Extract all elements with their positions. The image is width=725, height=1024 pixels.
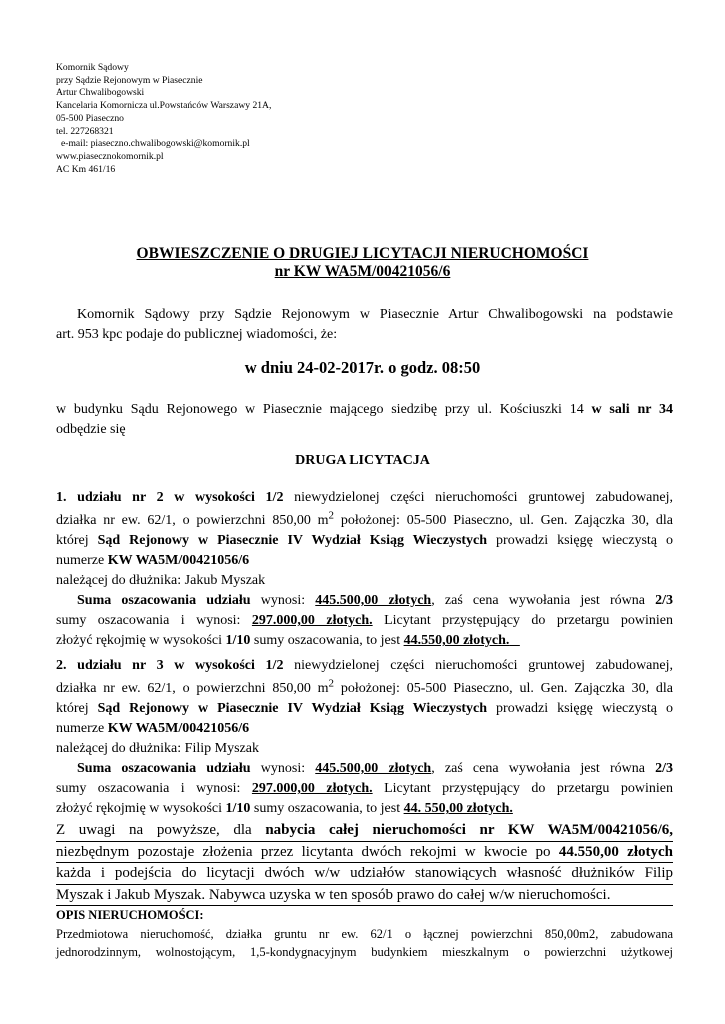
valuation-line: sumy oszacowania i wynosi: 297.000,00 złotych. Licytant przystępujący do przetargu powinien (56, 613, 673, 628)
location-line: w budynku Sądu Rejonowego w Piasecznie mającego siedzibę przy ul. Kościuszki 14 w sali nr 34 (56, 402, 673, 417)
summary-paragraph (56, 820, 673, 906)
item-line: działka nr ew. 62/1, o powierzchni 850,00 $m^2$ położonej: 05-500 Piaseczno, ul. Gen. Zajączka 30, dla (56, 509, 673, 528)
property-description-heading: OPIS NIERUCHOMOŚCI: (56, 908, 204, 922)
summary-line: każda i podejścia do licytacji dwóch w/w udziałów stanowiących własność dłużników Filip (56, 863, 673, 885)
header-line: Komornik Sądowy (56, 62, 129, 73)
description-line: Przedmiotowa nieruchomość, działka gruntu nr ew. 62/1 o łącznej powierzchni 850,00m2, zabudowana (56, 927, 673, 941)
valuation-line: Suma oszacowania udziału wynosi: 445.500,00 złotych, zaś cena wywołania jest równa 2/3 (77, 761, 674, 776)
bailiff-header (56, 62, 376, 176)
item-2 (56, 656, 673, 819)
summary-line: Myszak i Jakub Myszak. Nabywca uzyska w ten sposób prawo do całej w/w nieruchomości. (56, 885, 673, 907)
kw-number: KW WA5M/00421056/6 (107, 721, 250, 736)
valuation-amount: 445.500,00 złotych (315, 593, 432, 608)
header-phone: tel. 227268321 (56, 125, 114, 137)
description-line: jednorodzinnym, wolnostojącym, 1,5-kondygnacyjnym budynkiem mieszkalnym o powierzchni użytkowej (56, 945, 673, 959)
valuation-amount: 445.500,00 złotych (315, 761, 432, 776)
kw-number: KW WA5M/00421056/6 (107, 553, 250, 568)
summary-line: Z uwagi na powyższe, dla nabycia całej nieruchomości nr KW WA5M/00421056/6, (56, 820, 673, 842)
debtor-line: należącej do dłużnika: Filip Myszak (56, 741, 259, 756)
second-auction-heading: DRUGA LICYTACJA (295, 453, 430, 468)
notice-kw-number: nr KW WA5M/00421056/6 (274, 263, 451, 280)
location-line: odbędzie się (56, 422, 126, 437)
starting-price: 297.000,00 złotych. (251, 613, 373, 628)
deposit-line: złożyć rękojmię w wysokości 1/10 sumy oszacowania, to jest 44. 550,00 złotych. (56, 801, 513, 816)
item-line: której Sąd Rejonowy w Piasecznie IV Wydział Ksiąg Wieczystych prowadzi księgę wieczystą o (56, 701, 673, 716)
location-paragraph (56, 400, 673, 440)
property-description (56, 925, 673, 961)
item-line: numerze KW WA5M/00421056/6 (56, 721, 250, 736)
court-name: Sąd Rejonowy w Piasecznie IV Wydział Ksiąg Wieczystych (97, 533, 488, 548)
valuation-line: sumy oszacowania i wynosi: 297.000,00 złotych. Licytant przystępujący do przetargu powinien (56, 781, 673, 796)
debtor-line: należącej do dłużnika: Jakub Myszak (56, 573, 266, 588)
item-line: której Sąd Rejonowy w Piasecznie IV Wydział Ksiąg Wieczystych prowadzi księgę wieczystą o (56, 533, 673, 548)
header-case-number: AC Km 461/16 (56, 163, 116, 175)
item-line: numerze KW WA5M/00421056/6 (56, 553, 250, 568)
header-postal: 05-500 Piaseczno (56, 112, 124, 124)
intro-line: art. 953 kpc podaje do publicznej wiadomości, że: (56, 327, 338, 342)
header-line: Artur Chwalibogowski (56, 87, 145, 99)
room-number: w sali nr 34 (591, 402, 673, 417)
court-name: Sąd Rejonowy w Piasecznie IV Wydział Ksiąg Wieczystych (97, 701, 488, 716)
item-line: 1. udziału nr 2 w wysokości 1/2 niewydzielonej części nieruchomości gruntowej zabudowanej, (56, 490, 674, 505)
deposit-amount: 44.550,00 złotych. (403, 633, 510, 648)
intro-paragraph (56, 305, 673, 345)
header-line: przy Sądzie Rejonowym w Piasecznie (56, 74, 203, 86)
item-line: 2. udziału nr 3 w wysokości 1/2 niewydzielonej części nieruchomości gruntowej zabudowanej, (56, 658, 674, 673)
starting-price: 297.000,00 złotych. (251, 781, 373, 796)
deposit-amount: 44. 550,00 złotych. (403, 801, 513, 816)
header-email: e-mail: piaseczno.chwalibogowski@komornik.pl (61, 138, 250, 150)
intro-line: Komornik Sądowy przy Sądzie Rejonowym w Piasecznie Artur Chwalibogowski na podstawie (77, 307, 673, 322)
item-line: działka nr ew. 62/1, o powierzchni 850,00 $m^2$ położonej: 05-500 Piaseczno, ul. Gen. Zajączka 30, dla (56, 677, 673, 696)
valuation-line: Suma oszacowania udziału wynosi: 445.500,00 złotych, zaś cena wywołania jest równa 2/3 (77, 593, 674, 608)
header-address: Kancelaria Komornicza ul.Powstańców Warszawy 21A, (56, 100, 272, 112)
auction-date: w dniu 24-02-2017r. o godz. 08:50 (244, 358, 481, 377)
header-website: www.piasecznokomornik.pl (56, 150, 164, 162)
summary-line: niezbędnym pozostaje złożenia przez licytanta dwóch rekojmi w kwocie po 44.550,00 złotych (56, 842, 673, 864)
notice-title: OBWIESZCZENIE O DRUGIEJ LICYTACJI NIERUCHOMOŚCI (136, 245, 589, 262)
deposit-line: złożyć rękojmię w wysokości 1/10 sumy oszacowania, to jest 44.550,00 złotych. (56, 633, 510, 648)
item-1 (56, 488, 673, 651)
